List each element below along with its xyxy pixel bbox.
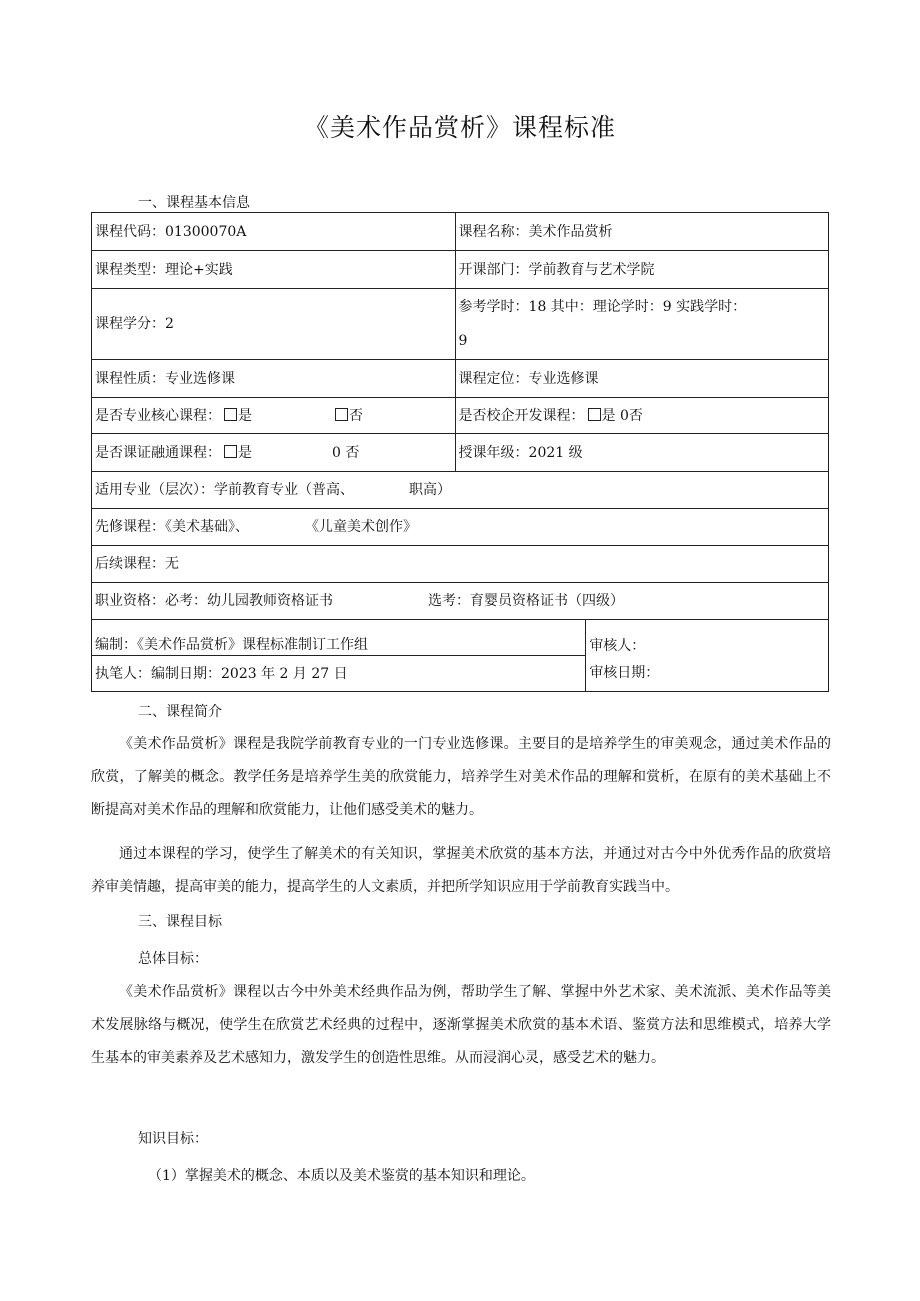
follow-up-courses: 后续课程：无 xyxy=(92,546,829,583)
course-hours-line2: 9 xyxy=(458,333,468,349)
prereq-text-b: 《儿童美术创作》 xyxy=(305,519,417,535)
intro-paragraph-2: 通过本课程的学习，使学生了解美术的有关知识，掌握美术欣赏的基本方法，并通过对古今中外优秀作品的欣赏培养审美情趣，提高审美的能力，提高学生的人文素质，并把所学知识应用于学前教育实践当中。 xyxy=(91,846,831,895)
knowledge-objective-label: 知识目标： xyxy=(138,1131,208,1147)
cert-course-label: 是否课证融通课程： xyxy=(95,444,221,461)
course-dept: 开课部门：学前教育与艺术学院 xyxy=(455,251,828,289)
qual-text-a: 职业资格：必考：幼儿园教师资格证书 xyxy=(95,593,333,609)
checkbox-icon xyxy=(335,408,348,421)
overall-objective-paragraph: 《美术作品赏析》课程以古今中外美术经典作品为例，帮助学生了解、掌握中外艺术家、美术流派、美术作品等美术发展脉络与概况，使学生在欣赏艺术经典的过程中，逐渐掌握美术欣赏的基本术语、鉴赏方法和思维模式，培养大学生基本的审美素养及艺术感知力，激发学生的创造性思维。从而浸润心灵，感受艺术的魅力。 xyxy=(91,984,831,1066)
overall-objective-label: 总体目标： xyxy=(138,951,208,967)
page-title: 《美术作品赏析》课程标准 xyxy=(303,113,616,142)
review-date: 审核日期： xyxy=(586,656,829,692)
section-heading-objectives: 三、课程目标 xyxy=(138,914,222,930)
qual-text-b: 选考：育婴员资格证书（四级） xyxy=(428,593,624,609)
section-heading-intro: 二、课程简介 xyxy=(138,704,222,720)
core-course-label: 是否专业核心课程： xyxy=(95,407,221,424)
course-nature: 课程性质：专业选修课 xyxy=(92,360,456,398)
school-enterprise-yes: 是 0 xyxy=(601,407,629,424)
compiled-by: 编制：《美术作品赏析》课程标准制订工作组 xyxy=(92,620,586,656)
checkbox-icon xyxy=(588,408,601,421)
major-text-a: 适用专业（层次）：学前教育专业（普高、 xyxy=(95,482,354,498)
cert-course-row xyxy=(92,434,456,472)
core-course-no: 否 xyxy=(349,407,363,424)
course-code: 课程代码：01300070A xyxy=(92,213,456,251)
applicable-major xyxy=(92,472,829,509)
course-position: 课程定位：专业选修课 xyxy=(455,360,828,398)
knowledge-objective-1: （1）掌握美术的概念、本质以及美术鉴赏的基本知识和理论。 xyxy=(148,1168,535,1184)
school-enterprise-row xyxy=(455,398,828,434)
checkbox-icon xyxy=(224,408,237,421)
core-course-yes: 是 xyxy=(238,407,252,424)
course-grade: 授课年级：2021 级 xyxy=(455,434,828,472)
course-credit: 课程学分：2 xyxy=(92,289,456,360)
course-type: 课程类型：理论+实践 xyxy=(92,251,456,289)
reviewer: 审核人： xyxy=(586,620,829,656)
school-enterprise-no: 否 xyxy=(628,407,643,424)
course-hours xyxy=(455,289,828,360)
prerequisite-courses xyxy=(92,509,829,546)
checkbox-icon xyxy=(224,445,237,458)
cert-course-yes: 是 xyxy=(238,444,252,461)
major-text-b: 职高） xyxy=(409,482,451,498)
intro-paragraph-1: 《美术作品赏析》课程是我院学前教育专业的一门专业选修课。主要目的是培养学生的审美观念，通过美术作品的欣赏，了解美的概念。教学任务是培养学生美的欣赏能力，培养学生对美术作品的理解和赏析，在原有的美术基础上不断提高对美术作品的理解和欣赏能力，让他们感受美术的魅力。 xyxy=(91,736,831,818)
vocational-qualification xyxy=(92,583,829,620)
school-enterprise-label: 是否校企开发课程： xyxy=(458,407,585,424)
writer-and-date: 执笔人：编制日期：2023 年 2 月 27 日 xyxy=(92,656,586,692)
core-course-row xyxy=(92,398,456,434)
course-name: 课程名称：美术作品赏析 xyxy=(455,213,828,251)
course-hours-line1: 参考学时：18 其中：理论学时：9 实践学时： xyxy=(458,299,747,315)
course-info-table xyxy=(91,212,829,692)
section-heading-basic-info: 一、课程基本信息 xyxy=(138,195,250,211)
prereq-text-a: 先修课程：《美术基础》、 xyxy=(95,519,249,535)
cert-course-no: 0 否 xyxy=(332,444,360,461)
